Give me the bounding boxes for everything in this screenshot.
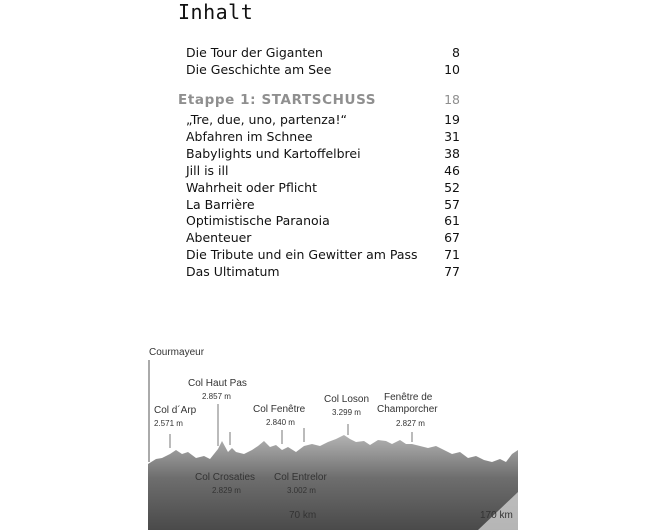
toc-entry[interactable] [186, 111, 460, 128]
toc-stage-heading[interactable] [178, 91, 460, 109]
toc-entry-page: 71 [444, 247, 460, 262]
toc-stage-label: Etappe 1: STARTSCHUSS [178, 92, 377, 108]
peak-altitude: 3.002 m [287, 486, 316, 495]
toc-entry-label: Jill is ill [186, 163, 229, 178]
toc-entry-label: Babylights und Kartoffelbrei [186, 146, 361, 161]
start-label: Courmayeur [149, 347, 205, 358]
toc-entry-label: La Barrière [186, 197, 255, 212]
peak-name-line1: Fenêtre de [384, 392, 433, 403]
toc-entry[interactable] [186, 128, 460, 145]
peak-name: Col d´Arp [154, 405, 197, 416]
toc-entry-label: Abenteuer [186, 230, 252, 245]
toc-entry-label: „Tre, due, uno, partenza!“ [186, 112, 347, 127]
toc-entry[interactable] [186, 179, 460, 196]
toc-entry-label: Optimistische Paranoia [186, 213, 330, 228]
toc-entry-page: 61 [444, 213, 460, 228]
toc-title: Inhalt [178, 0, 254, 24]
peak-name-line2: Champorcher [377, 404, 438, 415]
km-label: 170 km [480, 510, 513, 521]
toc-entry-label: Wahrheit oder Pflicht [186, 180, 317, 195]
toc-entry[interactable] [186, 263, 460, 280]
toc-entry-label: Die Geschichte am See [186, 62, 332, 77]
toc-entry-page: 38 [444, 146, 460, 161]
toc-entry[interactable] [186, 145, 460, 162]
peak-altitude: 2.827 m [396, 419, 425, 428]
peak-name: Col Entrelor [274, 472, 327, 483]
peak-name: Col Loson [324, 394, 370, 405]
toc-entry-page: 31 [444, 129, 460, 144]
toc-entry-page: 46 [444, 163, 460, 178]
peak-altitude: 2.571 m [154, 419, 183, 428]
peak-altitude: 2.829 m [212, 486, 241, 495]
km-label: 70 km [289, 510, 317, 521]
toc-entry[interactable] [186, 44, 460, 61]
peak-altitude: 2.840 m [266, 418, 295, 427]
peak-altitude: 2.857 m [202, 392, 231, 401]
elevation-profile [148, 342, 518, 530]
toc-entry-page: 57 [444, 197, 460, 212]
toc-entry[interactable] [186, 229, 460, 246]
toc-entry[interactable] [186, 61, 460, 78]
toc-entry-label: Die Tribute und ein Gewitter am Pass [186, 247, 418, 262]
toc-entry-label: Abfahren im Schnee [186, 129, 313, 144]
toc-entry-label: Die Tour der Giganten [186, 45, 323, 60]
toc-entry[interactable] [186, 246, 460, 263]
toc-entry-label: Das Ultimatum [186, 264, 280, 279]
toc-entry[interactable] [186, 196, 460, 213]
peak-altitude: 3.299 m [332, 408, 361, 417]
toc-entry-page: 19 [444, 112, 460, 127]
toc-entry-page: 10 [444, 62, 460, 77]
toc-entry[interactable] [186, 212, 460, 229]
peak-name: Col Crosaties [195, 472, 256, 483]
toc-stage-page: 18 [444, 92, 460, 107]
toc-entry[interactable] [186, 162, 460, 179]
toc-entry-page: 67 [444, 230, 460, 245]
peak-name: Col Haut Pas [188, 378, 247, 389]
toc-entry-page: 52 [444, 180, 460, 195]
peak-name: Col Fenêtre [253, 404, 306, 415]
toc-entry-page: 8 [452, 45, 460, 60]
toc-entry-page: 77 [444, 264, 460, 279]
